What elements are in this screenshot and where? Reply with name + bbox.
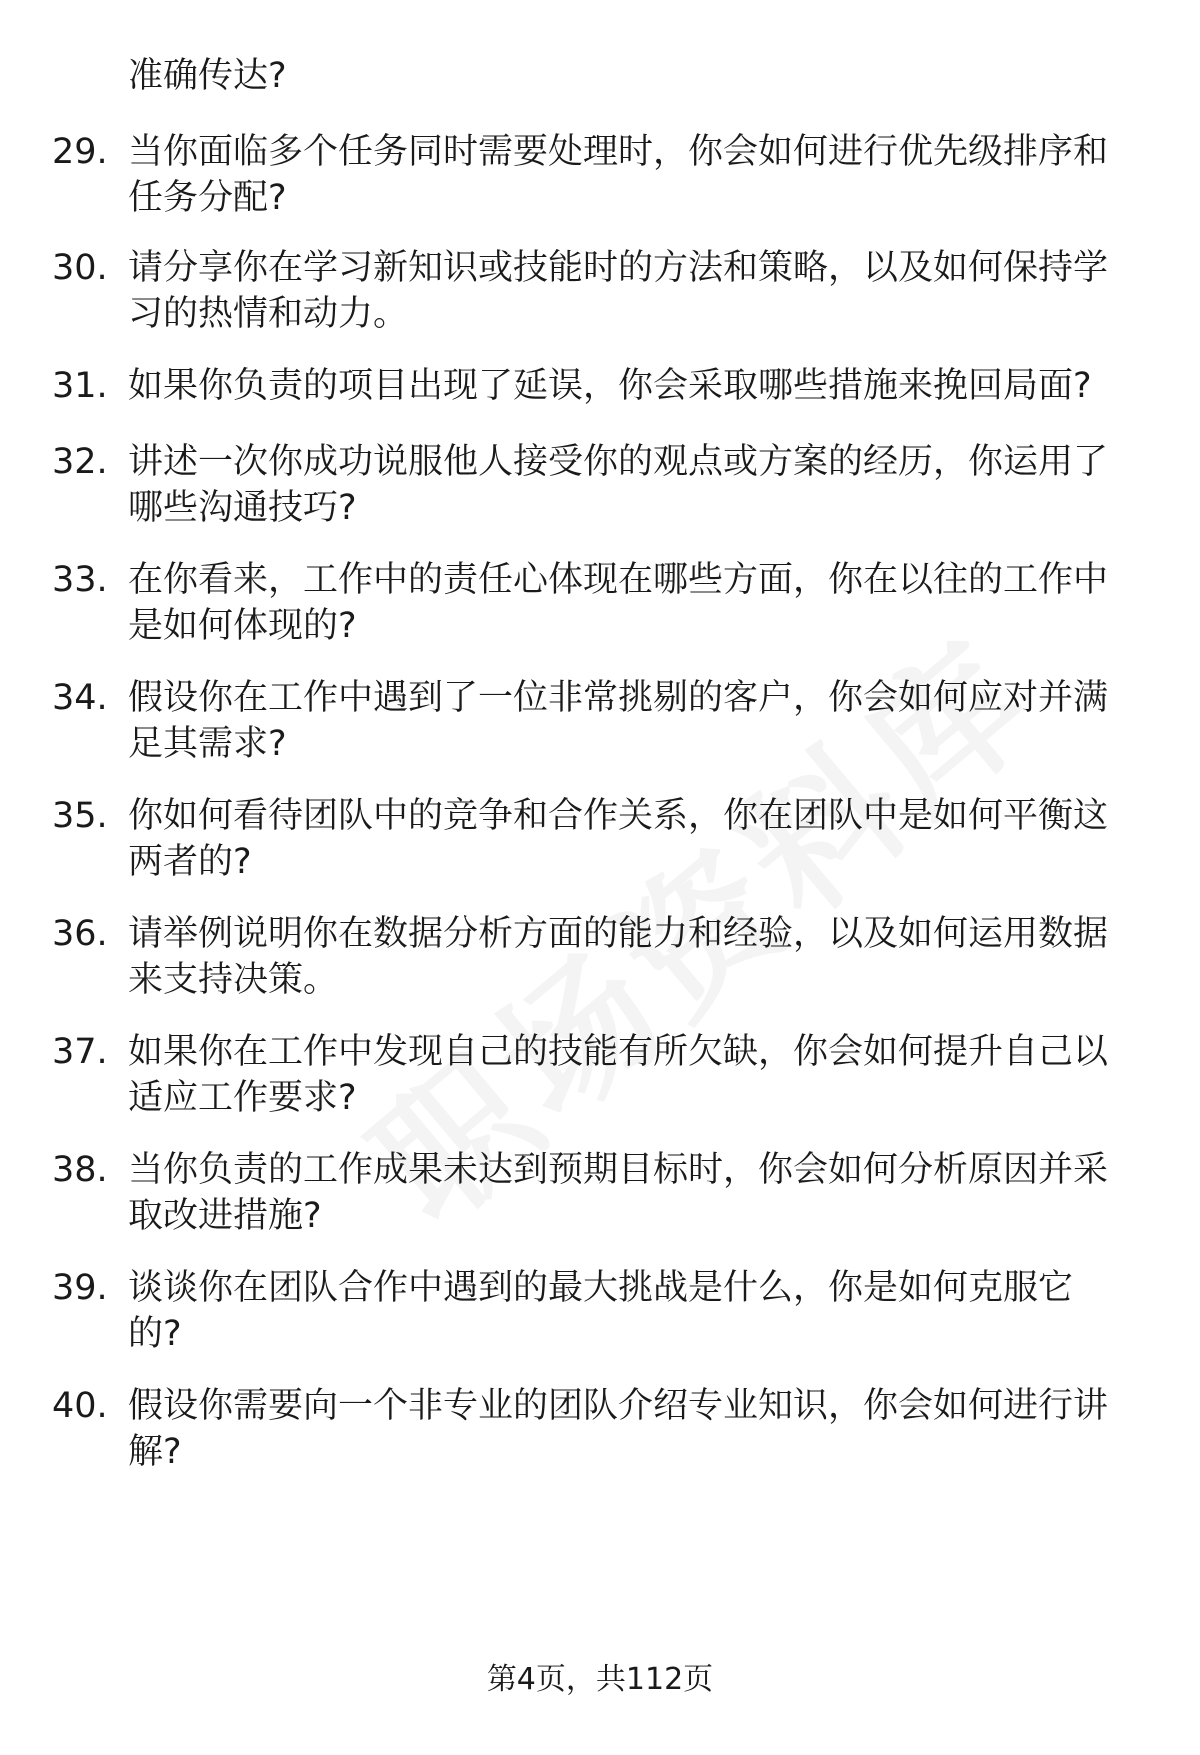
question-text-line2: 解?	[128, 1432, 182, 1472]
question-text-line1: 如果你负责的项目出现了延误，你会采取哪些措施来挽回局面?	[128, 366, 1092, 406]
question-number: 36.	[52, 914, 108, 954]
question-text-line1: 请举例说明你在数据分析方面的能力和经验，以及如何运用数据	[128, 914, 1109, 954]
question-text-line1: 当你面临多个任务同时需要处理时，你会如何进行优先级排序和	[128, 132, 1109, 172]
question-text-line2: 适应工作要求?	[128, 1078, 357, 1118]
question-text-line2: 是如何体现的?	[128, 606, 357, 646]
question-number: 29.	[52, 132, 108, 172]
question-text-line1: 当你负责的工作成果未达到预期目标时，你会如何分析原因并采	[128, 1150, 1109, 1190]
question-text-line1: 你如何看待团队中的竞争和合作关系，你在团队中是如何平衡这	[128, 796, 1109, 836]
question-number: 35.	[52, 796, 108, 836]
continuation-text: 准确传达?	[128, 56, 287, 96]
question-number: 32.	[52, 442, 108, 482]
question-text-line1: 讲述一次你成功说服他人接受你的观点或方案的经历，你运用了	[128, 442, 1109, 482]
question-text-line2: 习的热情和动力。	[128, 294, 409, 334]
question-text-line2: 足其需求?	[128, 724, 287, 764]
question-text-line1: 假设你需要向一个非专业的团队介绍专业知识，你会如何进行讲	[128, 1386, 1109, 1426]
question-number: 34.	[52, 678, 108, 718]
question-text-line2: 哪些沟通技巧?	[128, 488, 357, 528]
question-text-line2: 取改进措施?	[128, 1196, 322, 1236]
question-text-line1: 在你看来，工作中的责任心体现在哪些方面，你在以往的工作中	[128, 560, 1109, 600]
question-number: 30.	[52, 248, 108, 288]
question-text-line1: 请分享你在学习新知识或技能时的方法和策略，以及如何保持学	[128, 248, 1109, 288]
question-text-line1: 如果你在工作中发现自己的技能有所欠缺，你会如何提升自己以	[128, 1032, 1109, 1072]
page-footer: 第4页，共112页	[486, 1662, 714, 1697]
question-number: 38.	[52, 1150, 108, 1190]
question-text-line2: 来支持决策。	[128, 960, 339, 1000]
question-number: 39.	[52, 1268, 108, 1308]
question-text-line1: 假设你在工作中遇到了一位非常挑剔的客户，你会如何应对并满	[128, 678, 1109, 718]
question-text-line1: 谈谈你在团队合作中遇到的最大挑战是什么，你是如何克服它	[128, 1268, 1074, 1308]
question-number: 33.	[52, 560, 108, 600]
question-number: 31.	[52, 366, 108, 406]
question-text-line2: 两者的?	[128, 842, 252, 882]
question-number: 40.	[52, 1386, 108, 1426]
question-number: 37.	[52, 1032, 108, 1072]
question-text-line2: 任务分配?	[128, 178, 287, 218]
question-text-line2: 的?	[128, 1314, 182, 1354]
